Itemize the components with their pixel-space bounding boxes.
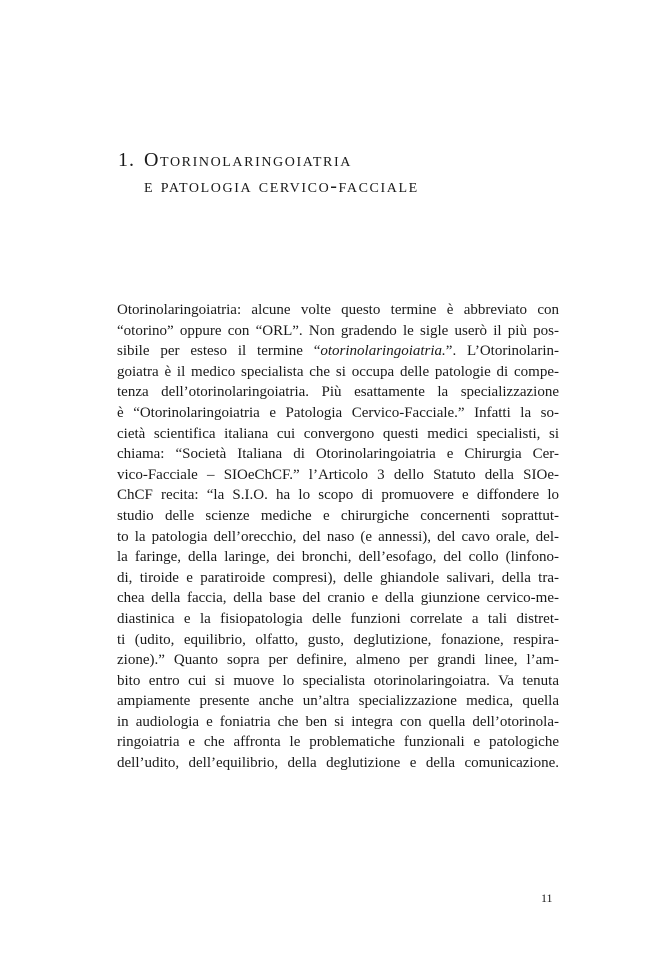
text-line: ChCF recita: “la S.I.O. ha lo scopo di promuovere e diffondere lo bbox=[117, 487, 559, 504]
text-line: tenza dell’otorinolaringoiatria. Più esattamente la specializzazione bbox=[117, 384, 559, 401]
text-line: ringoiatria e che affronta le problematiche funzionali e patologiche bbox=[117, 734, 559, 751]
body-paragraph bbox=[117, 300, 559, 794]
text-line: la faringe, della laringe, dei bronchi, dell’esofago, del collo (linfono- bbox=[117, 549, 559, 566]
text-line: goiatra è il medico specialista che si occupa delle patologie di compe- bbox=[117, 363, 559, 380]
text-line: in audiologia e foniatria che ben si integra con quella dell’otorinola- bbox=[117, 713, 559, 730]
text-line: zione).” Quanto sopra per definire, almeno per grandi linee, l’am- bbox=[117, 652, 559, 669]
chapter-number: 1. bbox=[118, 149, 135, 171]
text-line: ti (udito, equilibrio, olfatto, gusto, deglutizione, fonazione, respira- bbox=[117, 631, 559, 648]
chapter-heading bbox=[118, 147, 558, 199]
text-line: “otorino” oppure con “ORL”. Non gradendo le sigle userò il più pos- bbox=[117, 322, 559, 339]
text-line: di, tiroide e paratiroide compresi), delle ghiandole salivari, della tra- bbox=[117, 569, 559, 586]
text-line: studio delle scienze mediche e chirurgiche concernenti soprattut- bbox=[117, 507, 559, 524]
text-line: chiama: “Società Italiana di Otorinolaringoiatria e Chirurgia Cer- bbox=[117, 446, 559, 463]
chapter-heading-line-1 bbox=[118, 147, 558, 173]
text-segment: sibile per esteso il termine “ bbox=[117, 343, 321, 360]
text-line: dell’udito, dell’equilibrio, della deglutizione e della comunicazione. bbox=[117, 755, 559, 772]
text-line bbox=[117, 341, 559, 362]
page-number: 11 bbox=[541, 891, 553, 905]
text-line: bito entro cui si muove lo specialista otorinolaringoiatra. Va tenuta bbox=[117, 672, 559, 689]
text-line bbox=[117, 774, 559, 795]
text-line: to la patologia dell’orecchio, del naso (e annessi), del cavo orale, del- bbox=[117, 528, 559, 545]
text-line: ampiamente presente anche un’altra specializzazione medica, quella bbox=[117, 693, 559, 710]
text-line: Otorinolaringoiatria: alcune volte questo termine è abbreviato con bbox=[117, 302, 559, 318]
text-line: chea della faccia, della base del cranio e della giunzione cervico-me- bbox=[117, 590, 559, 607]
chapter-subtitle: e patologia cervico-facciale bbox=[144, 175, 419, 197]
chapter-title: Otorinolaringoiatria bbox=[144, 149, 352, 171]
text-segment: ”. L’Otorinolarin- bbox=[445, 343, 559, 360]
text-line: cietà scientifica italiana cui convergono questi medici specialisti, si bbox=[117, 425, 559, 442]
text-line: diastinica e la fisiopatologia delle funzioni correlate a tali distret- bbox=[117, 610, 559, 627]
text-line: è “Otorinolaringoiatria e Patologia Cervico-Facciale.” Infatti la so- bbox=[117, 404, 559, 421]
text-line: vico-Facciale – SIOeChCF.” l’Articolo 3 dello Statuto della SIOe- bbox=[117, 466, 559, 483]
italic-term: otorinolaringoiatria. bbox=[320, 343, 446, 360]
